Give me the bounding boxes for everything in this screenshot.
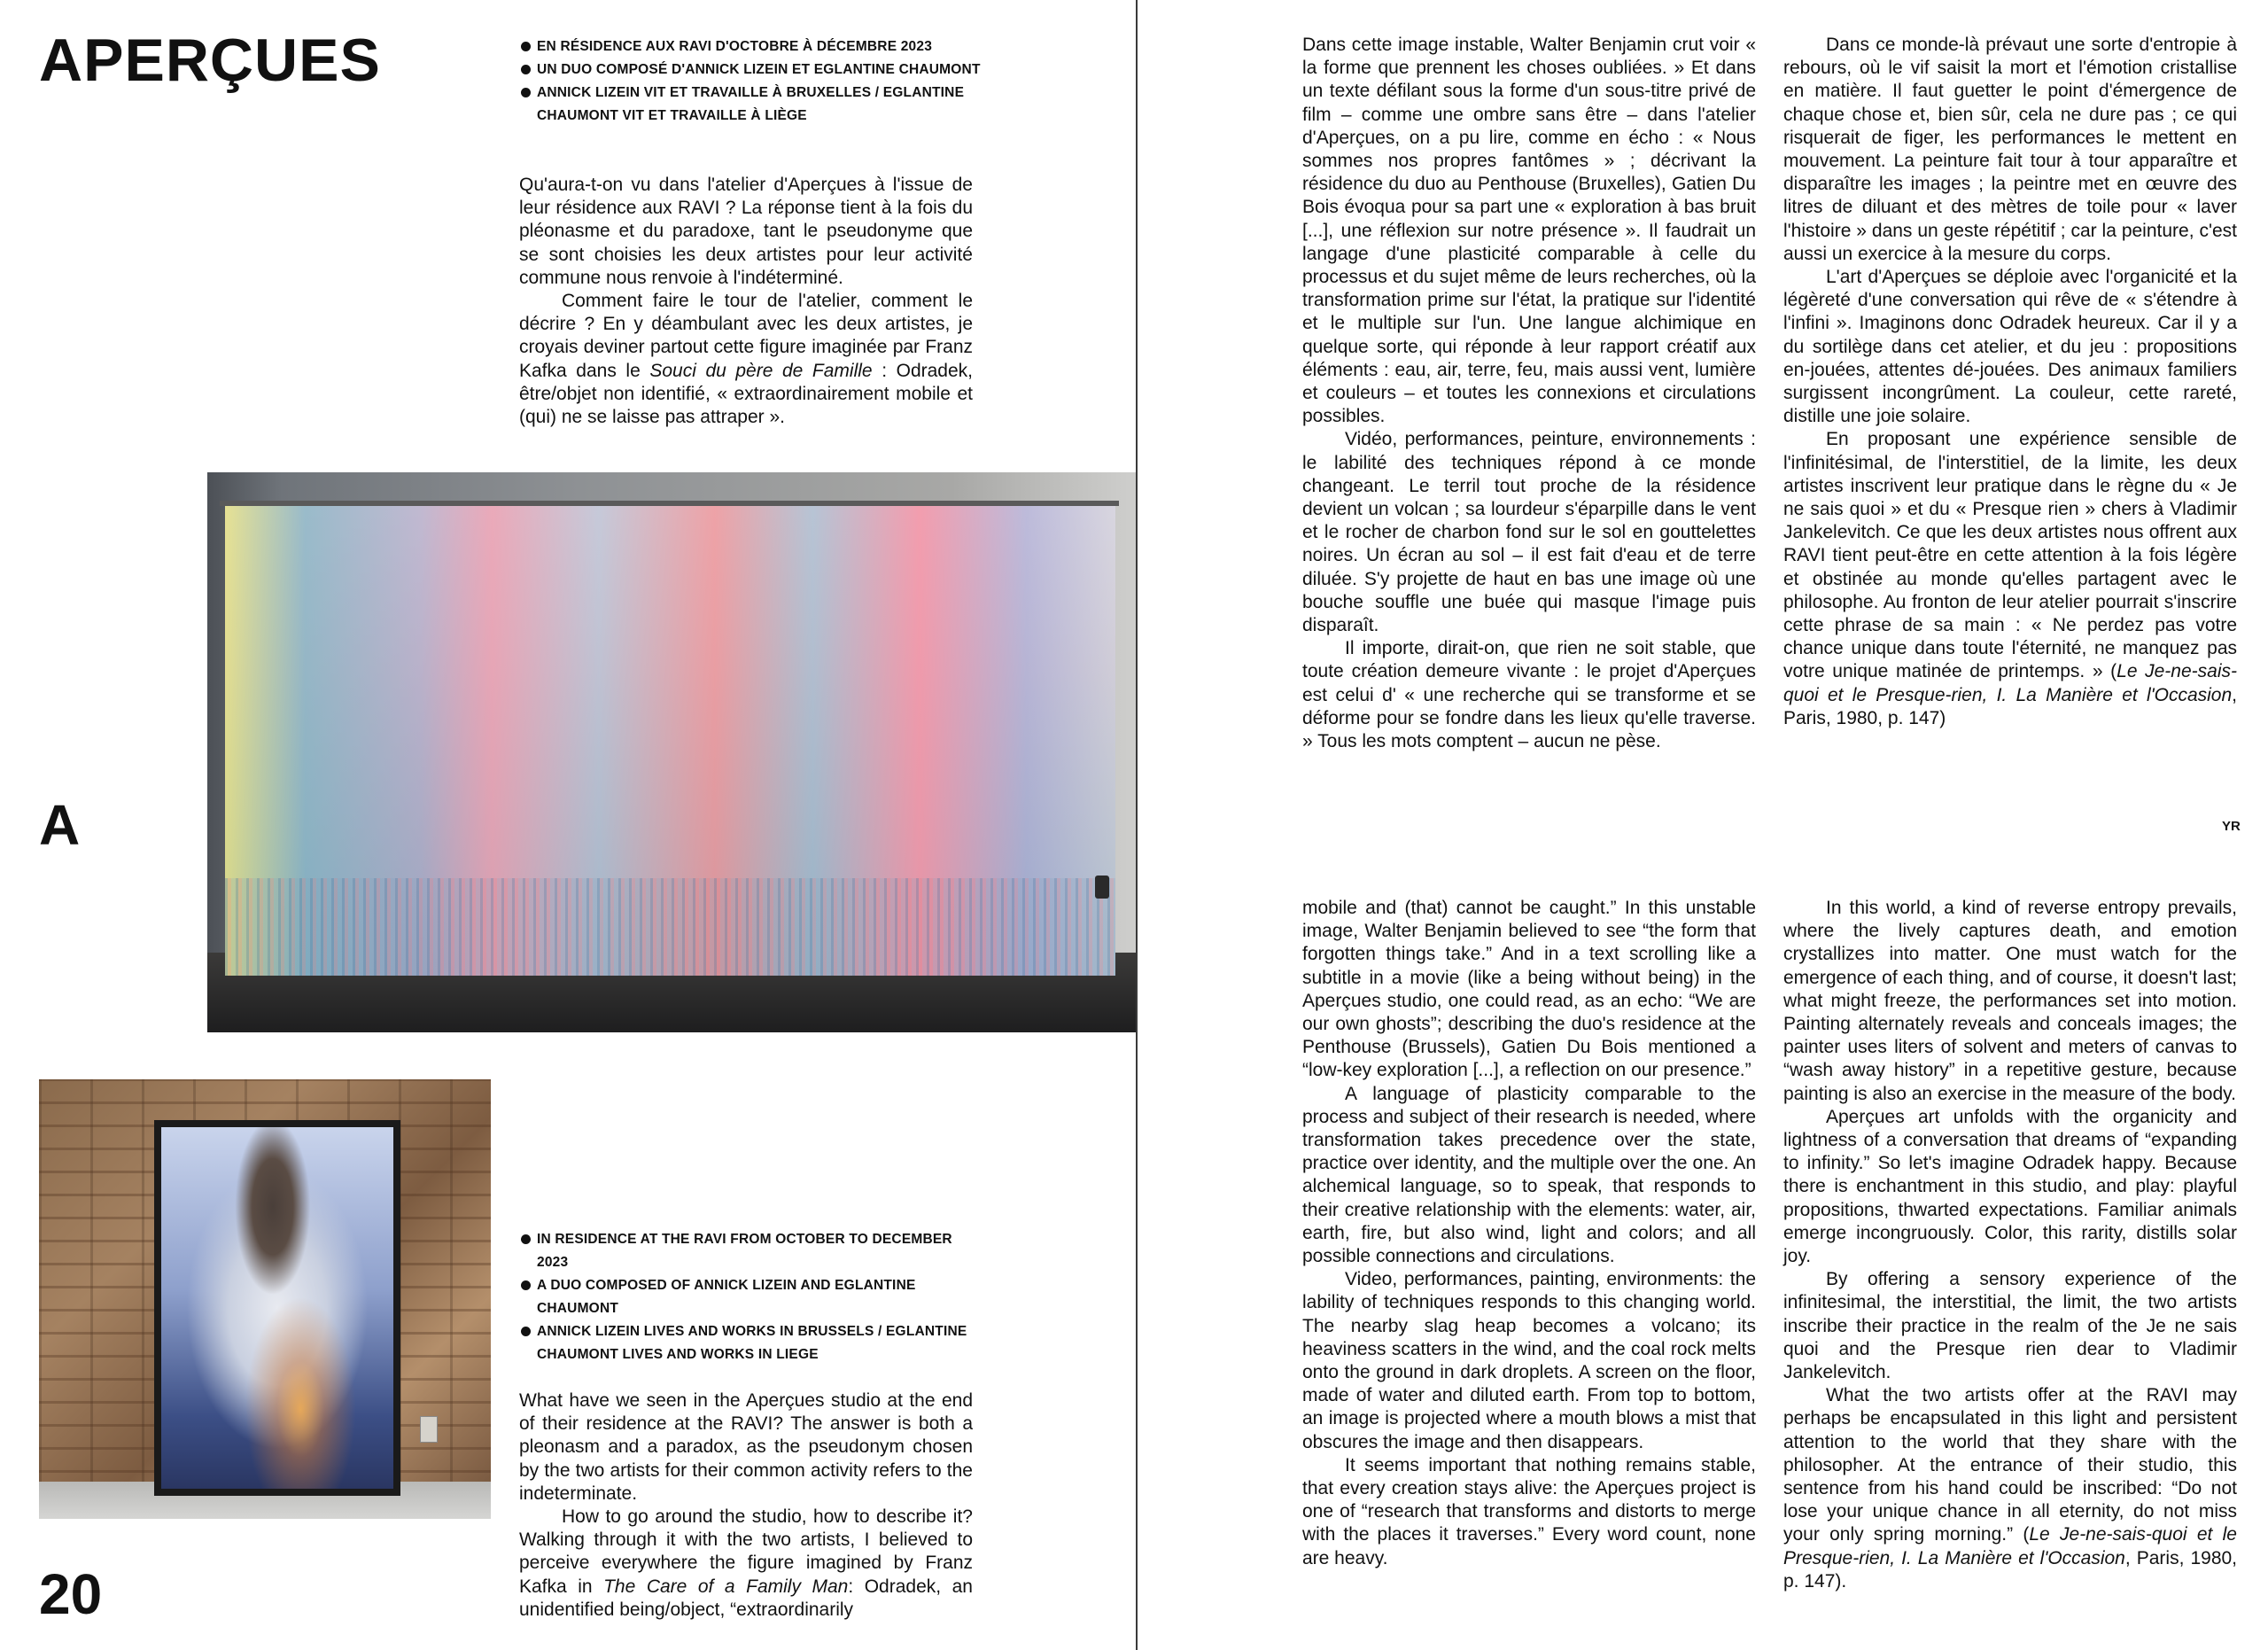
- paragraph: En proposant une expérience sensible de l'infinitésimal, de l'interstitiel, de la limite, les deux artistes inscrivent leur pratique dans le règne du « Je ne sais quoi » et du « Presque rien » chers à Vladimir Jankelevitch. Ce que les deux artistes nous offrent aux RAVI tient peut-être en cette attention à la fois légère et obstinée au monde qu'elles partagent avec le philosophe. Au fronton de leur atelier pourrait s'inscrire cette phrase de sa main : « Ne perdez pas votre chance unique dans toute l'éternité, ne manquez pas votre unique matinée de printemps. » (Le Je-ne-sais-quoi et le Presque-rien, I. La Manière et l'Occasion, Paris, 1980, p. 147): [1783, 429, 2237, 728]
- paragraph: Aperçues art unfolds with the organicity and lightness of a conversation that dreams of “expanding to infinity.” So let's imagine Odradek happy. Because there is enchantment in this studio, and play: playful propositions, thwarted expectations. Familiar animals emerge incongruously. Color, this rarity, distills solar joy.: [1783, 1106, 2237, 1267]
- body-en-col2: [1783, 897, 2237, 1593]
- section-letter: A: [39, 793, 81, 857]
- body-en-col1: [1302, 897, 1756, 1570]
- paragraph: Video, performances, painting, environments: the lability of techniques responds to this changing world. The nearby slag heap becomes a volcano; its heaviness scatters in the wind, and the coal rock melts onto the ground in dark droplets. A screen on the floor, made of water and diluted earth. From top to bottom, an image is projected where a mouth blows a mist that obscures the image and then disappears.: [1302, 1269, 1756, 1452]
- paragraph: Dans cette image instable, Walter Benjamin crut voir « la forme que prennent les choses oubliées. » Et dans un texte défilant sous la forme d'un sous-titre privé de film – comme une ombre sans être – dans l'atelier d'Aperçues, on a pu lire, comme en écho : « Nous sommes nos propres fantômes » ; décrivant la résidence du duo au Penthouse (Bruxelles), Gatien Du Bois évoqua pour sa part une « exploration à bas bruit [...], une réflexion sur notre présence ». Il faudrait un langage d'une plasticité comparable à celle du processus et du sujet même de leurs recherches, où la transformation prime sur l'état, la pratique sur l'identité et le multiple sur l'un. Une langue alchimique en quelque sorte, qui réponde à leur rapport créatif aux éléments : eau, air, terre, feu, mais aussi vent, lumière et couleurs – et toutes les connexions et circulations possibles.: [1302, 35, 1756, 427]
- fact-item: A DUO COMPOSED OF ANNICK LIZEIN AND EGLANTINE CHAUMONT: [521, 1274, 982, 1320]
- facts-list-fr: [521, 35, 982, 128]
- page-spine: [1136, 0, 1138, 1650]
- paragraph: It seems important that nothing remains stable, that every creation stays alive: the Aperçues project is one of “research that transforms and distorts to merge with the places it traverses.” Every word count, none are heavy.: [1302, 1454, 1756, 1568]
- paragraph: Comment faire le tour de l'atelier, comment le décrire ? En y déambulant avec les deux artistes, je croyais deviner partout cette figure imaginée par Franz Kafka dans le Souci du père de Famille : Odradek, être/objet non identifié, « extraordinairement mobile et (qui) ne se laisse pas attraper ».: [519, 291, 973, 428]
- fact-item: IN RESIDENCE AT THE RAVI FROM OCTOBER TO DECEMBER 2023: [521, 1228, 982, 1274]
- fact-item: EN RÉSIDENCE AUX RAVI D'OCTOBRE À DÉCEMBRE 2023: [521, 35, 982, 58]
- facts-list-en: [521, 1228, 982, 1366]
- paragraph: What have we seen in the Aperçues studio at the end of their residence at the RAVI? The answer is both a pleonasm and a paradox, as the pseudonym chosen by the two artists for their common activity refers to the indeterminate.: [519, 1390, 973, 1504]
- body-fr-col2: [1783, 34, 2237, 730]
- author-signature: YR: [2222, 819, 2241, 834]
- body-fr-col1: [1302, 34, 1756, 753]
- fact-item: UN DUO COMPOSÉ D'ANNICK LIZEIN ET EGLANTINE CHAUMONT: [521, 58, 982, 82]
- paragraph: Qu'aura-t-on vu dans l'atelier d'Aperçues à l'issue de leur résidence aux RAVI ? La réponse tient à la fois du pléonasme et du paradoxe, tant le pseudonyme que se sont choisies les deux artistes pour leur activité commune nous renvoie à l'indéterminé.: [519, 175, 973, 288]
- paragraph: Dans ce monde-là prévaut une sorte d'entropie à rebours, où le vif saisit la mort et l'émotion cristallise en matière. Il faut guetter le point d'émergence de chaque chose et, bien sûr, cela ne dure pas ; ce qui risquerait de figer, les performances le mettent en mouvement. La peinture fait tour à tour apparaître et disparaître les images ; la peintre met en œuvre des litres de diluant et des mètres de toile pour « laver l'histoire » dans un geste répétitif ; car la peinture, c'est aussi un exercice à la mesure du corps.: [1783, 35, 2237, 264]
- fact-item: ANNICK LIZEIN LIVES AND WORKS IN BRUSSELS / EGLANTINE CHAUMONT LIVES AND WORKS IN LIEGE: [521, 1320, 982, 1366]
- page-title: APERÇUES: [39, 27, 381, 94]
- fact-item: ANNICK LIZEIN VIT ET TRAVAILLE À BRUXELLES / EGLANTINE CHAUMONT VIT ET TRAVAILLE À LIÈGE: [521, 82, 982, 128]
- video-screen-photo: [39, 1079, 491, 1519]
- intro-text-fr: [519, 174, 973, 429]
- paragraph: By offering a sensory experience of the infinitesimal, the interstitial, the limit, the two artists inscribe their practice in the realm of the Je ne sais quoi and the Presque rien dear to Vladimir Jankelevitch.: [1783, 1269, 2237, 1383]
- paragraph: Vidéo, performances, peinture, environnements : le labilité des techniques répond à ce monde changeant. Le terril tout proche de la résidence devient un volcan ; sa lourdeur s'éparpille dans le vent et le rocher de charbon fond sur le sol en gouttelettes noires. Un écran au sol – il est fait d'eau et de terre diluée. S'y projette de haut en bas une image où une bouche souffle une buée qui masque l'image puis disparaît.: [1302, 429, 1756, 636]
- painting-photo: [207, 472, 1138, 1032]
- paragraph: How to go around the studio, how to describe it? Walking through it with the two artists, I believed to perceive everywhere the figure imagined by Franz Kafka in The Care of a Family Man: Odradek, an unidentified being/object, “extraordinarily: [519, 1506, 973, 1620]
- paragraph: Il importe, dirait-on, que rien ne soit stable, que toute création demeure vivante : le projet d'Aperçues est celui d' « une recherche qui se transforme et se déforme pour se fondre dans les lieux qu'elle traverse. » Tous les mots comptent – aucun ne pèse.: [1302, 638, 1756, 752]
- page-number: 20: [39, 1562, 103, 1626]
- paragraph: In this world, a kind of reverse entropy prevails, where the lively captures death, and emotion crystallizes into matter. One must watch for the emergence of each thing, and of course, it doesn't last; what might freeze, the performances set into motion. Painting alternately reveals and conceals images; the painter uses liters of solvent and meters of canvas to “wash away history” in a repetitive gesture, because painting is also an exercise in the measure of the body.: [1783, 898, 2237, 1104]
- paragraph: A language of plasticity comparable to the process and subject of their research is needed, where transformation takes precedence over the state, practice over identity, and the multiple over the one. An alchemical language, so to speak, that responds to their creative relationship with the elements: water, air, earth, fire, but also wind, light and colors; and all possible connections and circulations.: [1302, 1083, 1756, 1267]
- paragraph: L'art d'Aperçues se déploie avec l'organicité et la légèreté d'une conversation qui rêve de « s'étendre à l'infini ». Imaginons donc Odradek heureux. Car il y a du sortilège dans cet atelier, et du jeu : propositions en-jouées, attentes dé-jouées. Des animaux familiers surgissent incongrûment. La couleur, cette rareté, distille une joie solaire.: [1783, 267, 2237, 427]
- paragraph: What the two artists offer at the RAVI may perhaps be encapsulated in this light and persistent attention to the world that they share with the philosopher. At the entrance of their studio, this sentence from his hand could be inscribed: “Do not lose your unique chance in all eternity, do not miss your only spring morning.” (Le Je-ne-sais-quoi et le Presque-rien, I. La Manière et l'Occasion, Paris, 1980, p. 147).: [1783, 1385, 2238, 1592]
- intro-text-en: [519, 1389, 973, 1622]
- paragraph: mobile and (that) cannot be caught.” In this unstable image, Walter Benjamin believed to see “the form that forgotten things take.” And in a text scrolling like a subtitle in a movie (like a being without being) in the Aperçues studio, one could read, as an echo: “We are our own ghosts”; describing the duo's residence at the Penthouse (Brussels), Gatien Du Bois mentioned a “low-key exploration [...], a reflection on our presence.”: [1302, 898, 1756, 1081]
